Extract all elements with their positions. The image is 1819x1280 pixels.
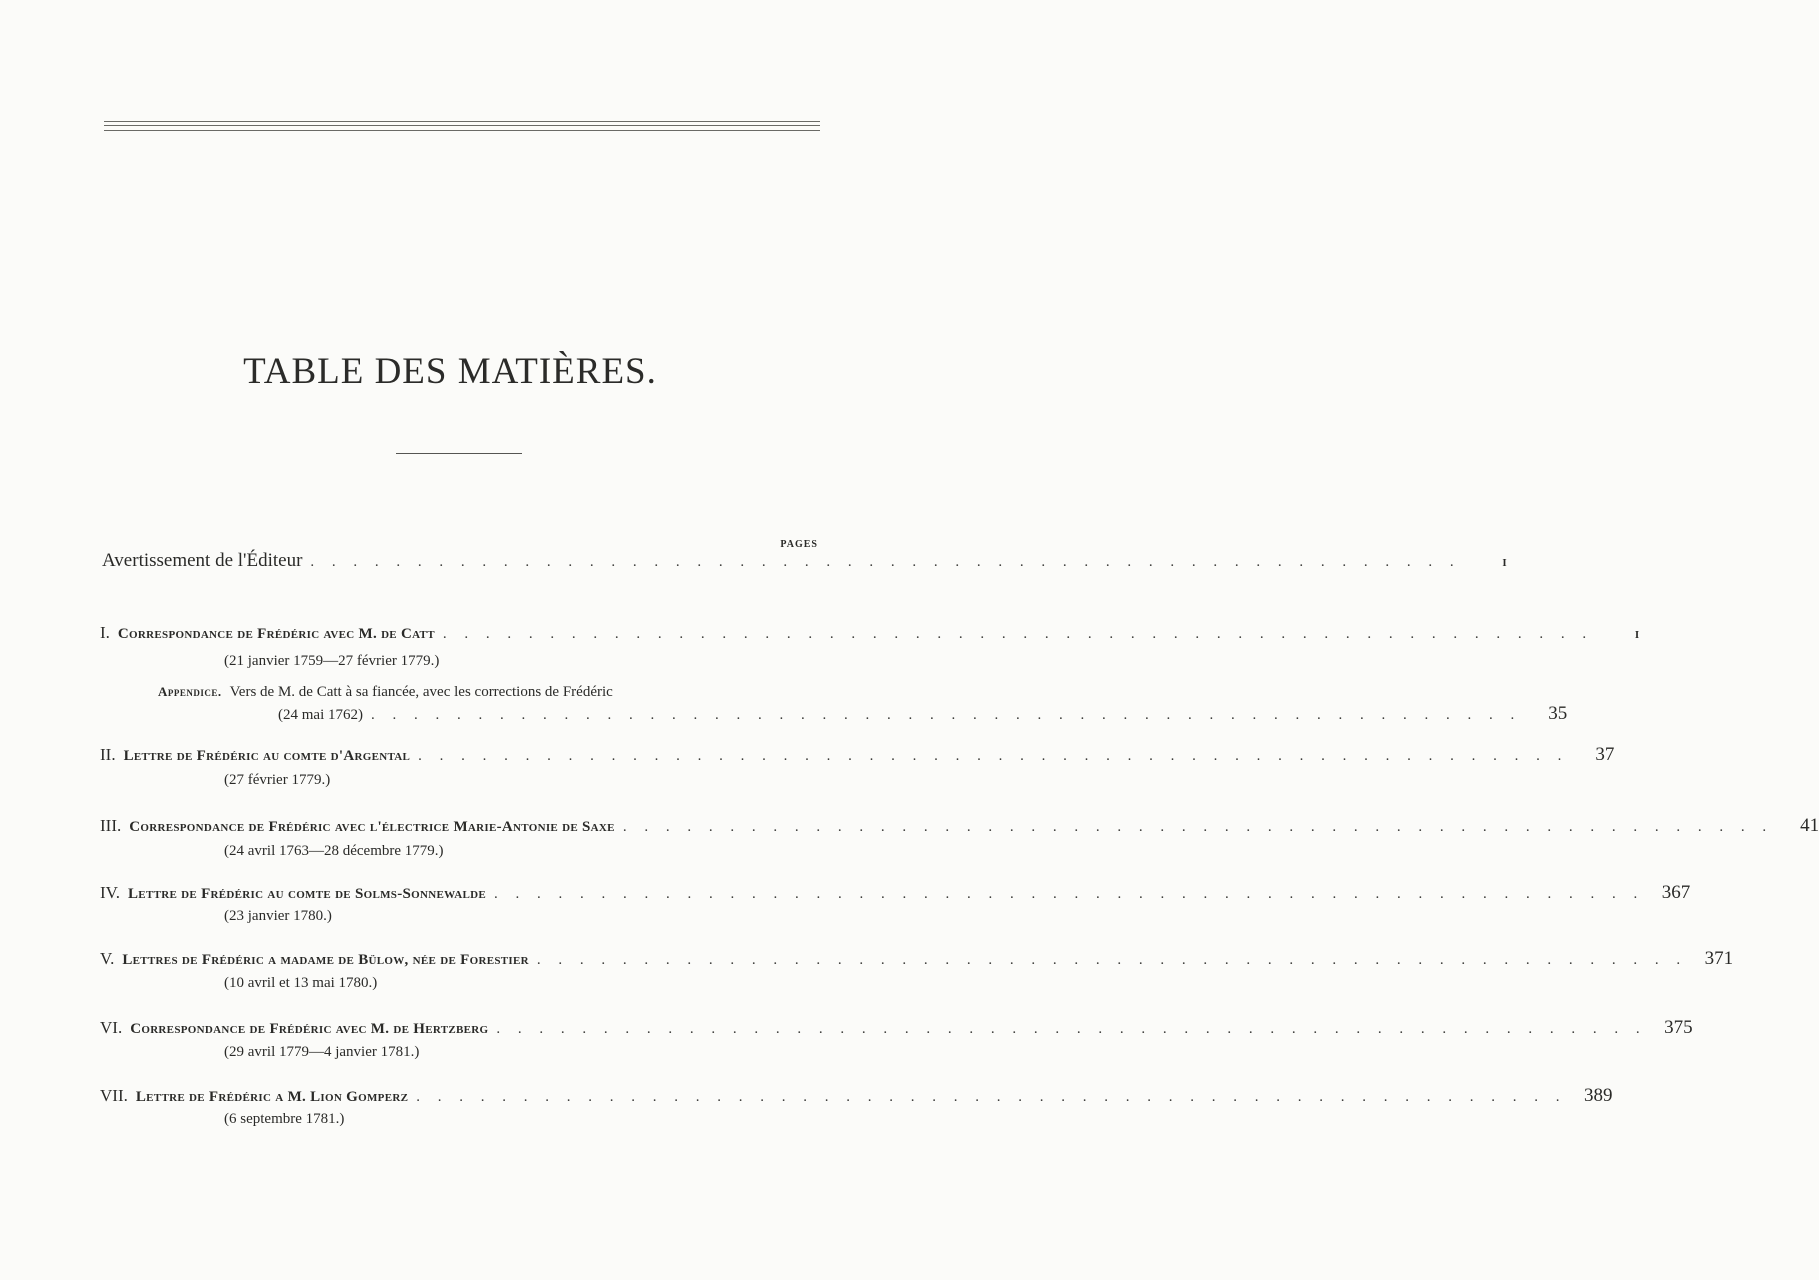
toc-entry-title: Correspondance de Frédéric avec M. de Catt	[117, 626, 435, 642]
toc-entry-title: Lettres de Frédéric a madame de Bülow, née de Forestier	[122, 952, 529, 968]
leader-dots: . . . . . . . . . . . . . . . . . . . . . . . . . . . . . . . . . . . . . . . . . . . . . . . . . . . . . .	[370, 707, 1522, 723]
toc-entry-page: 375	[1664, 1017, 1693, 1038]
leader-dots: . . . . . . . . . . . . . . . . . . . . . . . . . . . . . . . . . . . . . . . . . . . . . . . . . . . . . .	[536, 952, 1688, 968]
toc-entry-5[interactable]	[100, 948, 1734, 970]
toc-entry-title: Correspondance de Frédéric avec l'électrice Marie-Antonie de Saxe	[129, 819, 615, 835]
toc-entry-page: I	[1634, 629, 1640, 641]
leader-dots: . . . . . . . . . . . . . . . . . . . . . . . . . . . . . . . . . . . . . . . . . . . . . . . . . . . . . .	[442, 626, 1594, 642]
toc-entry-1[interactable]	[100, 623, 1640, 643]
page-title: TABLE DES MATIÈRES.	[243, 351, 657, 392]
toc-entry-title: Lettre de Frédéric a M. Lion Gomperz	[135, 1089, 409, 1105]
toc-entry-title: Lettre de Frédéric au comte d'Argental	[123, 748, 411, 764]
leader-dots: . . . . . . . . . . . . . . . . . . . . . . . . . . . . . . . . . . . . . . . . . . . . . . . . . . . . . .	[494, 886, 1645, 902]
toc-entry-number: I.	[100, 623, 110, 642]
toc-entry-page: 371	[1704, 948, 1734, 969]
toc-entry-dates: (21 janvier 1759—27 février 1779.)	[224, 653, 440, 669]
top-double-rule	[104, 121, 820, 134]
leader-dots: . . . . . . . . . . . . . . . . . . . . . . . . . . . . . . . . . . . . . . . . . . . . . . . . . . . . . .	[622, 819, 1774, 835]
toc-entry-title: Correspondance de Frédéric avec M. de Hertzberg	[130, 1021, 489, 1037]
toc-entry-dates: (24 avril 1763—28 décembre 1779.)	[224, 843, 444, 859]
toc-entry-dates: (6 septembre 1781.)	[224, 1111, 345, 1127]
leader-dots: . . . . . . . . . . . . . . . . . . . . . . . . . . . . . . . . . . . . . . . . . . . . . . . . . . . . . .	[496, 1021, 1647, 1037]
toc-entry-number: III.	[100, 816, 122, 835]
toc-entry-dates: (27 février 1779.)	[224, 772, 331, 788]
toc-appendice-line2[interactable]	[278, 703, 1568, 725]
toc-entry-page: 35	[1548, 703, 1568, 724]
toc-entry-6[interactable]	[100, 1017, 1693, 1039]
leader-dots: . . . . . . . . . . . . . . . . . . . . . . . . . . . . . . . . . . . . . . . . . . . . . . . . . . . . . .	[418, 748, 1569, 764]
toc-entry-number: VII.	[100, 1086, 128, 1105]
toc-appendice[interactable]	[158, 684, 818, 701]
toc-entry-7[interactable]	[100, 1085, 1613, 1107]
appendice-label: Appendice.	[158, 684, 222, 699]
toc-entry-4[interactable]	[100, 882, 1691, 904]
toc-entry-page: 389	[1583, 1085, 1613, 1106]
toc-entry-number: IV.	[100, 883, 120, 902]
toc-entry-number: II.	[100, 745, 116, 764]
toc-entry-avertissement[interactable]	[102, 550, 1507, 572]
toc-entry-title: Avertissement de l'Éditeur	[102, 550, 303, 571]
toc-entry-dates: (23 janvier 1780.)	[224, 908, 332, 924]
toc-entry-3[interactable]	[100, 815, 1819, 837]
toc-entry-page: 367	[1661, 882, 1691, 903]
toc-entry-number: V.	[100, 949, 115, 968]
appendice-date: (24 mai 1762)	[278, 707, 363, 723]
title-divider	[396, 453, 522, 454]
toc-entry-dates: (29 avril 1779—4 janvier 1781.)	[224, 1044, 420, 1060]
toc-entry-page: 37	[1595, 744, 1615, 765]
leader-dots: . . . . . . . . . . . . . . . . . . . . . . . . . . . . . . . . . . . . . . . . . . . . . . . . . . . . . .	[310, 554, 1461, 570]
toc-entry-dates: (10 avril et 13 mai 1780.)	[224, 975, 378, 991]
leader-dots: . . . . . . . . . . . . . . . . . . . . . . . . . . . . . . . . . . . . . . . . . . . . . . . . . . . . . .	[416, 1089, 1567, 1105]
appendice-text: Vers de M. de Catt à sa fiancée, avec les corrections de Frédéric	[229, 684, 613, 700]
toc-entry-title: Lettre de Frédéric au comte de Solms-Sonnewalde	[128, 886, 486, 902]
toc-entry-page: 41	[1800, 815, 1819, 836]
toc-entry-number: VI.	[100, 1018, 123, 1037]
pages-column-label: PAGES	[780, 539, 818, 550]
toc-entry-2[interactable]	[100, 744, 1615, 766]
toc-entry-page: I	[1502, 557, 1507, 569]
